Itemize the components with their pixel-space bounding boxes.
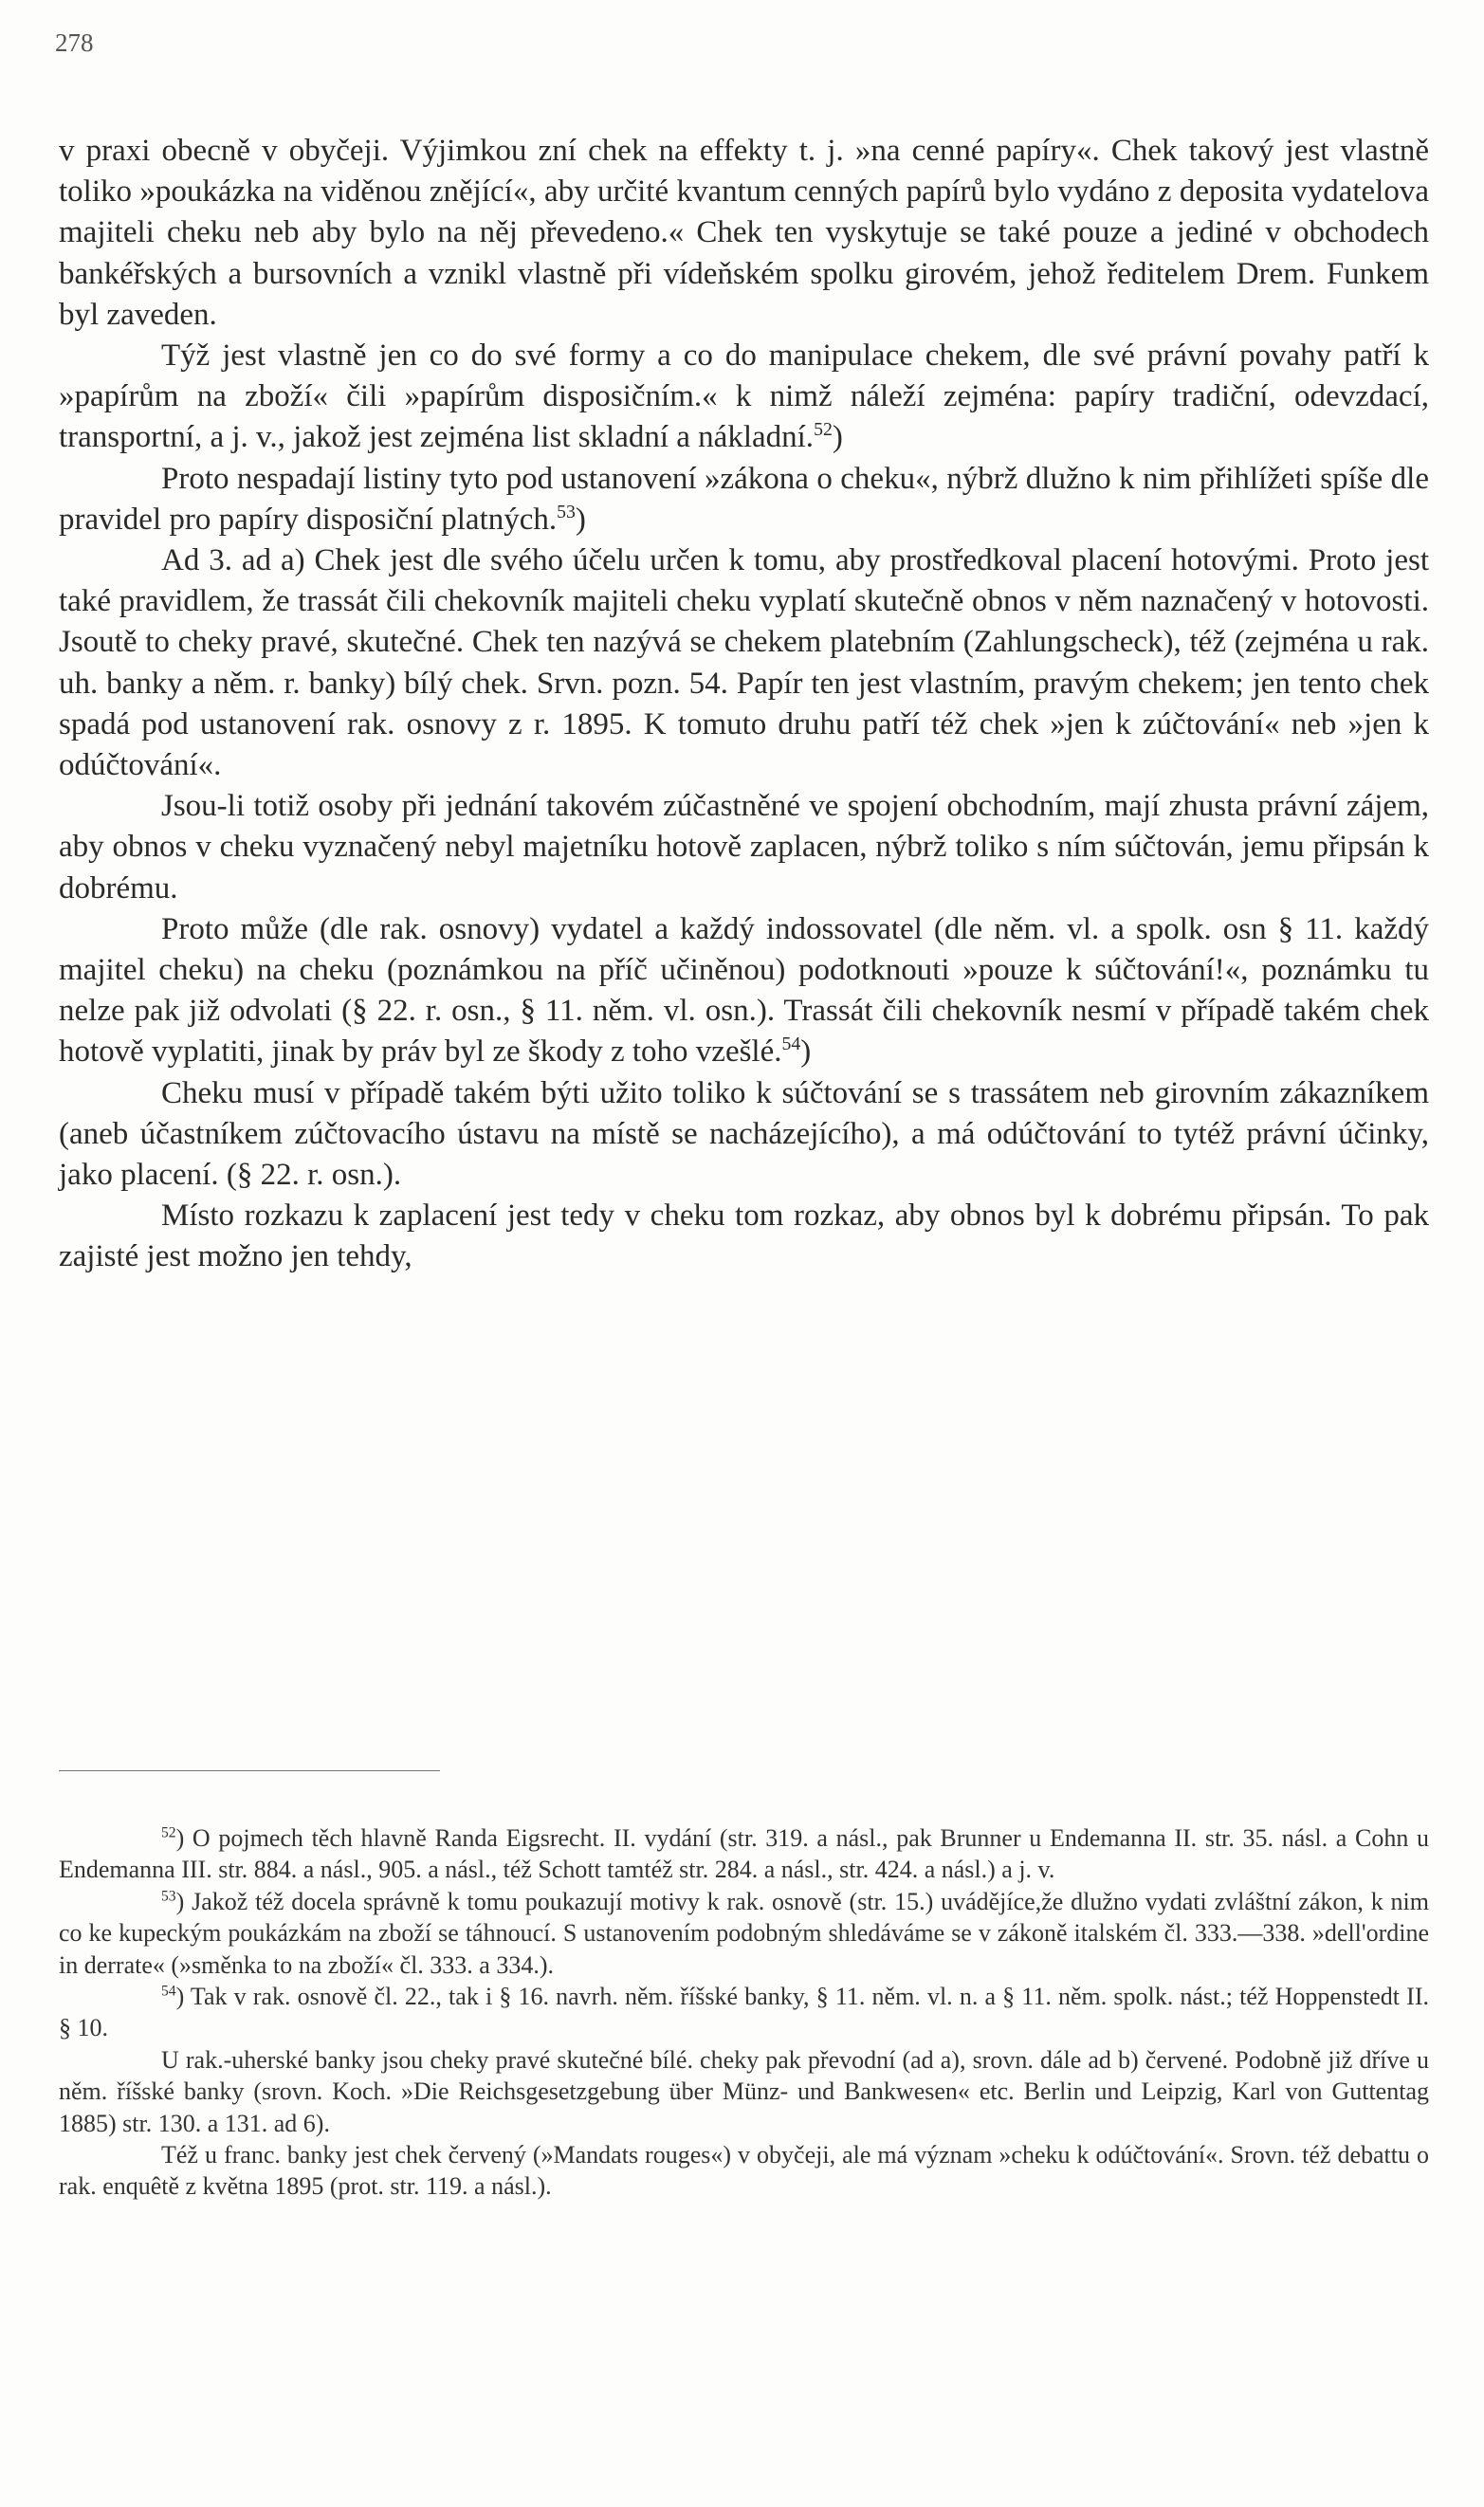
footnote-text: ) Jakož též docela správně k tomu poukazují motivy k rak. osnově (str. 15.) uvádějíce,že dlužno vydati zvláštní zákon, k nim co ke kupeckým poukázkám na zboží se táhnoucí. S ustanovením podobným shledáváme se v zákoně italském čl. 333.—338. »dell'ordine in derrate« (»směnka to na zboží« čl. 333. a 334.). bbox=[59, 1887, 1429, 1979]
footnote-text: ) O pojmech těch hlavně Randa Eigsrecht. II. vydání (str. 319. a násl., pak Brunner u Endemanna II. str. 35. násl. a Cohn u Endemanna III. str. 884. a násl., 905. a násl., též Schott tamtéž str. 284. a násl., str. 424. a násl.) a j. v. bbox=[59, 1824, 1429, 1884]
footnote-ref: 53 bbox=[557, 501, 576, 522]
footnote-mark: 54 bbox=[161, 1983, 176, 2000]
body-text bbox=[59, 131, 1429, 1278]
paragraph-text: Týž jest vlastně jen co do své formy a co do manipulace chekem, dle své právní povahy patří k »papírům na zboží« čili »papírům disposičním.« k nimž náleží zejména: papíry tradiční, odevzdací, transportní, a j. v., jakož jest zejména list skladní a nákladní. bbox=[59, 339, 1429, 455]
paragraph-tail: ) bbox=[832, 420, 843, 455]
footnote-mark: 52 bbox=[161, 1824, 176, 1841]
footnote-mark: 53 bbox=[161, 1888, 176, 1905]
footnote-text: U rak.-uherské banky jsou cheky pravé skutečné bílé. cheky pak převodní (ad a), srovn. dále ad b) červené. Podobně již dříve u něm. říšské banky (srovn. Koch. »Die Reichsgesetzgebung über Münz- und Bankwesen« etc. Berlin und Leipzig, Karl von Guttentag 1885) str. 130. a 131. ad 6). bbox=[59, 2045, 1429, 2137]
footnote-text: ) Tak v rak. osnově čl. 22., tak i § 16. navrh. něm. říšské banky, § 11. něm. vl. n. a § 11. něm. spolk. nást.; též Hoppenstedt II. § 10. bbox=[59, 1983, 1429, 2042]
paragraph-text: v praxi obecně v obyčeji. Výjimkou zní chek na effekty t. j. »na cenné papíry«. Chek takový jest vlastně toliko »poukázka na viděnou znějící«, aby určité kvantum cenných papírů bylo vydáno z deposita vydatelova majiteli cheku neb aby bylo na něj převedeno.« Chek ten vyskytuje se také pouze a jediné v obchodech bankéřských a bursovních a vznikl vlastně při vídeňském spolku girovém, jehož ředitelem Drem. Funkem byl zaveden. bbox=[59, 134, 1429, 332]
footnote bbox=[59, 1981, 1429, 2044]
paragraph bbox=[59, 336, 1429, 459]
paragraph bbox=[59, 131, 1429, 336]
paragraph bbox=[59, 909, 1429, 1073]
footnote-text: Též u franc. banky jest chek červený (»Mandats rouges«) v obyčeji, ale má význam »cheku k odúčtování«. Srovn. též debattu o rak. enquêtě z května 1895 (prot. str. 119. a násl.). bbox=[59, 2141, 1429, 2201]
paragraph-tail: ) bbox=[575, 502, 586, 537]
page-number: 278 bbox=[55, 28, 94, 57]
footnotes bbox=[59, 1822, 1429, 2203]
paragraph bbox=[59, 540, 1429, 786]
paragraph bbox=[59, 459, 1429, 540]
footnote bbox=[59, 1886, 1429, 1981]
paragraph-text: Cheku musí v případě takém býti užito toliko k súčtování se s trassátem neb girovním zákazníkem (aneb účastníkem zúčtovacího ústavu na místě se nacházejícího), a má odúčtování to tytéž právní účinky, jako placení. (§ 22. r. osn.). bbox=[59, 1075, 1429, 1193]
paragraph-text: Ad 3. ad a) Chek jest dle svého účelu určen k tomu, aby prostředkoval placení hotovými. Proto jest také pravidlem, že trassát čili chekovník majiteli cheku vyplatí skutečně obnos v něm naznačený v hotovosti. Jsoutě to cheky pravé, skutečné. Chek ten nazývá se chekem platebním (Zahlungscheck), též (zejména u rak. uh. banky a něm. r. banky) bílý chek. Srvn. pozn. 54. Papír ten jest vlastním, pravým chekem; jen tento chek spadá pod ustanovení rak. osnovy z r. 1895. K tomuto druhu patří též chek »jen k zúčtování« neb »jen k odúčtování«. bbox=[59, 543, 1429, 783]
paragraph-tail: ) bbox=[800, 1034, 812, 1070]
paragraph bbox=[59, 1196, 1429, 1277]
paragraph bbox=[59, 1073, 1429, 1197]
footnote-ref: 52 bbox=[814, 419, 833, 441]
footnote bbox=[59, 2044, 1429, 2139]
paragraph-text: Místo rozkazu k zaplacení jest tedy v cheku tom rozkaz, aby obnos byl k dobrému připsán. To pak zajisté jest možno jen tehdy, bbox=[59, 1199, 1429, 1274]
paragraph-text: Proto nespadají listiny tyto pod ustanovení »zákona o cheku«, nýbrž dlužno k nim přihlížeti spíše dle pravidel pro papíry disposiční platných. bbox=[59, 461, 1429, 537]
paragraph-text: Jsou-li totiž osoby při jednání takovém zúčastněné ve spojení obchodním, mají zhusta právní zájem, aby obnos v cheku vyznačený nebyl majetníku hotově zaplacen, nýbrž toliko s ním súčtován, jemu připsán k dobrému. bbox=[59, 789, 1429, 906]
paragraph bbox=[59, 786, 1429, 909]
footnote-ref: 54 bbox=[781, 1034, 801, 1055]
footnote-divider bbox=[59, 1770, 440, 1771]
footnote bbox=[59, 1822, 1429, 1886]
footnote bbox=[59, 2139, 1429, 2203]
paragraph-text: Proto může (dle rak. osnovy) vydatel a každý indossovatel (dle něm. vl. a spolk. osn § 11. každý majitel cheku) na cheku (poznámkou na příč učiněnou) podotknouti »pouze k súčtování!«, poznámku tu nelze pak již odvolati (§ 22. r. osn., § 11. něm. vl. osn.). Trassát čili chekovník nesmí v případě takém chek hotově vyplatiti, jinak by práv byl ze škody z toho vzešlé. bbox=[59, 911, 1429, 1070]
